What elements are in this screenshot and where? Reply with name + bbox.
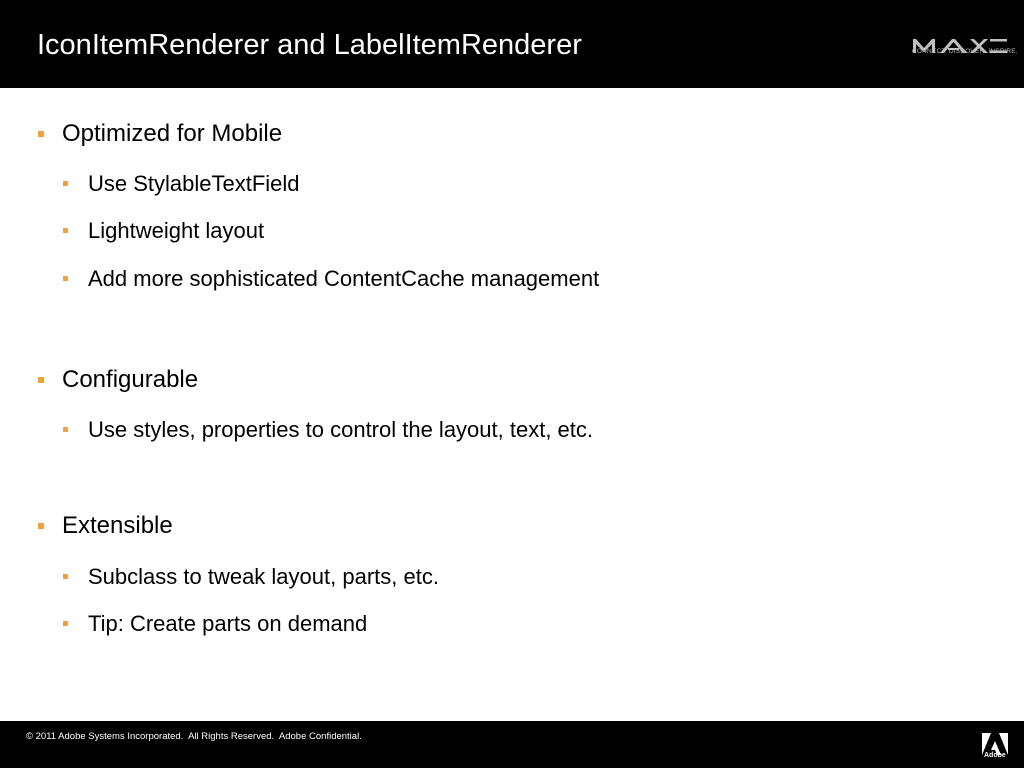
bullet-item	[88, 610, 367, 638]
square-bullet-icon	[38, 377, 44, 383]
bullet-item	[62, 365, 198, 395]
bullet-text: Add more sophisticated ContentCache management	[88, 266, 600, 291]
square-bullet-icon	[63, 228, 68, 233]
bullet-item	[88, 416, 593, 444]
bullet-text: Lightweight layout	[88, 218, 265, 243]
slide-header	[0, 0, 1024, 88]
bullet-text: Use StylableTextField	[88, 171, 300, 196]
bullet-text: Subclass to tweak layout, parts, etc.	[88, 564, 439, 589]
adobe-label: Adobe	[984, 752, 1006, 759]
max-logo-icon	[912, 30, 1008, 62]
bullet-item	[88, 217, 264, 245]
square-bullet-icon	[63, 276, 68, 281]
max-tagline: CONNECT. DISCOVER. INSPIRE.	[912, 48, 1018, 55]
bullet-item	[88, 563, 439, 591]
square-bullet-icon	[63, 181, 68, 186]
bullet-item	[88, 265, 599, 293]
copyright-text: © 2011 Adobe Systems Incorporated. All Rights Reserved. Adobe Confidential.	[26, 731, 362, 742]
square-bullet-icon	[63, 621, 68, 626]
bullet-text: Tip: Create parts on demand	[88, 611, 368, 636]
square-bullet-icon	[63, 427, 68, 432]
square-bullet-icon	[63, 574, 68, 579]
slide-title: IconItemRenderer and LabelItemRenderer	[37, 29, 582, 61]
bullet-text: Optimized for Mobile	[62, 120, 283, 147]
bullet-item	[62, 511, 173, 541]
bullet-item	[88, 170, 300, 198]
bullet-text: Use styles, properties to control the layout, text, etc.	[88, 417, 594, 442]
bullet-item	[62, 119, 282, 149]
bullet-text: Configurable	[62, 366, 199, 393]
square-bullet-icon	[38, 523, 44, 529]
square-bullet-icon	[38, 131, 44, 137]
slide-footer	[0, 721, 1024, 768]
bullet-text: Extensible	[62, 512, 173, 539]
